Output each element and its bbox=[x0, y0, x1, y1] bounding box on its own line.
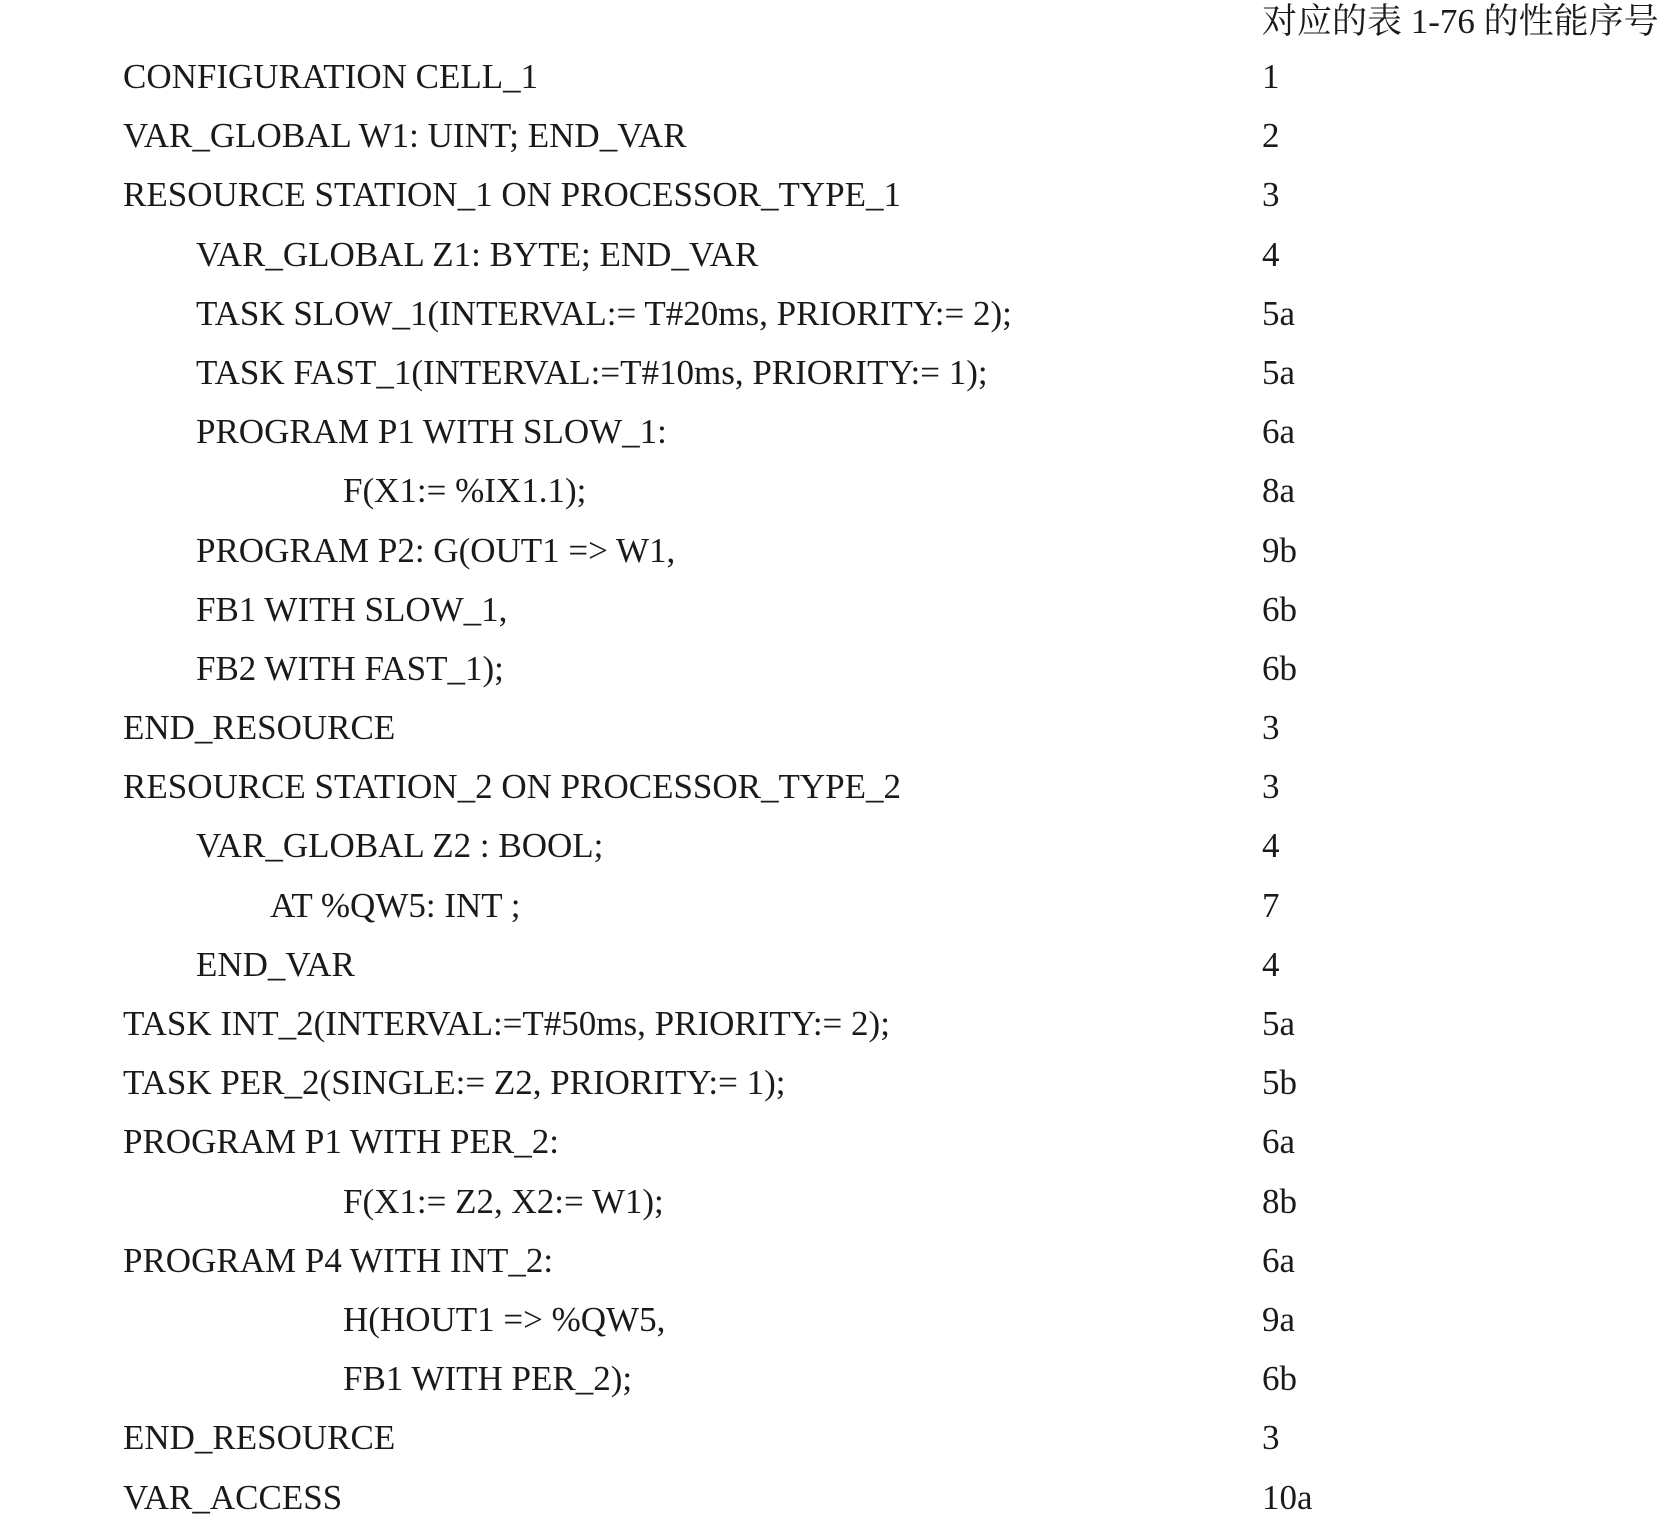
feature-number: 4 bbox=[1262, 944, 1280, 984]
code-text: FB2 WITH FAST_1); bbox=[196, 648, 504, 688]
feature-number: 6b bbox=[1262, 589, 1297, 629]
feature-number: 3 bbox=[1262, 175, 1280, 215]
code-text: TASK PER_2(SINGLE:= Z2, PRIORITY:= 1); bbox=[123, 1063, 786, 1103]
feature-number: 6b bbox=[1262, 1359, 1297, 1399]
feature-number: 8a bbox=[1262, 471, 1296, 511]
feature-number: 4 bbox=[1262, 826, 1280, 866]
code-line bbox=[0, 886, 1677, 945]
code-line bbox=[0, 353, 1677, 412]
code-text: F(X1:= Z2, X2:= W1); bbox=[343, 1181, 664, 1221]
code-text: FB1 WITH SLOW_1, bbox=[196, 589, 508, 629]
code-text: VAR_GLOBAL Z2 : BOOL; bbox=[196, 826, 604, 866]
code-line bbox=[0, 235, 1677, 294]
code-text: RESOURCE STATION_1 ON PROCESSOR_TYPE_1 bbox=[123, 175, 901, 215]
code-line bbox=[0, 294, 1677, 353]
code-text: END_RESOURCE bbox=[123, 1418, 396, 1458]
code-text: END_RESOURCE bbox=[123, 708, 396, 748]
code-line bbox=[0, 590, 1677, 649]
code-line bbox=[0, 412, 1677, 471]
feature-number: 8b bbox=[1262, 1181, 1297, 1221]
code-text: PROGRAM P2: G(OUT1 => W1, bbox=[196, 530, 676, 570]
feature-number: 5a bbox=[1262, 1004, 1296, 1043]
code-text: F(X1:= %IX1.1); bbox=[343, 471, 587, 511]
feature-number: 3 bbox=[1262, 1418, 1280, 1458]
code-text: H(HOUT1 => %QW5, bbox=[343, 1299, 666, 1339]
code-line bbox=[0, 1478, 1677, 1537]
code-text: TASK FAST_1(INTERVAL:=T#10ms, PRIORITY:= 1); bbox=[196, 352, 988, 392]
column-title: 对应的表 1-76 的性能序号 bbox=[1262, 2, 1659, 41]
code-line bbox=[0, 1300, 1677, 1359]
feature-number: 2 bbox=[1262, 116, 1280, 156]
code-text: TASK INT_2(INTERVAL:=T#50ms, PRIORITY:= 2); bbox=[123, 1004, 890, 1043]
code-line bbox=[0, 1063, 1677, 1122]
feature-number: 10a bbox=[1262, 1477, 1313, 1517]
code-text: VAR_ACCESS bbox=[123, 1477, 343, 1517]
code-text: PROGRAM P1 WITH PER_2: bbox=[123, 1122, 559, 1162]
code-text: PROGRAM P1 WITH SLOW_1: bbox=[196, 412, 667, 452]
code-line bbox=[0, 649, 1677, 708]
feature-number: 9a bbox=[1262, 1299, 1296, 1339]
feature-number: 6a bbox=[1262, 1122, 1296, 1162]
code-line bbox=[0, 1004, 1677, 1063]
feature-number: 5b bbox=[1262, 1063, 1297, 1103]
feature-number: 6a bbox=[1262, 1240, 1296, 1280]
code-line bbox=[0, 1359, 1677, 1418]
code-text: RESOURCE STATION_2 ON PROCESSOR_TYPE_2 bbox=[123, 767, 901, 807]
feature-number: 6a bbox=[1262, 412, 1296, 452]
code-text: AT %QW5: INT ; bbox=[270, 885, 521, 925]
code-text: VAR_GLOBAL Z1: BYTE; END_VAR bbox=[196, 234, 759, 274]
feature-number: 3 bbox=[1262, 767, 1280, 807]
code-text: PROGRAM P4 WITH INT_2: bbox=[123, 1240, 554, 1280]
code-line bbox=[0, 1418, 1677, 1477]
code-line bbox=[0, 175, 1677, 234]
code-line bbox=[0, 826, 1677, 885]
feature-number: 6b bbox=[1262, 648, 1297, 688]
feature-number: 5a bbox=[1262, 293, 1296, 333]
code-line bbox=[0, 471, 1677, 530]
code-line bbox=[0, 767, 1677, 826]
code-line bbox=[0, 1241, 1677, 1300]
code-line bbox=[0, 945, 1677, 1004]
code-text: TASK SLOW_1(INTERVAL:= T#20ms, PRIORITY:= 2); bbox=[196, 293, 1012, 333]
feature-number: 7 bbox=[1262, 885, 1280, 925]
feature-number: 3 bbox=[1262, 708, 1280, 748]
code-text: VAR_GLOBAL W1: UINT; END_VAR bbox=[123, 116, 687, 156]
code-text: FB1 WITH PER_2); bbox=[343, 1359, 633, 1399]
code-line bbox=[0, 1122, 1677, 1181]
code-listing bbox=[0, 57, 1677, 1537]
feature-number: 4 bbox=[1262, 234, 1280, 274]
feature-number: 5a bbox=[1262, 352, 1296, 392]
code-text: END_VAR bbox=[196, 944, 355, 984]
feature-number: 1 bbox=[1262, 57, 1280, 96]
feature-number: 9b bbox=[1262, 530, 1297, 570]
code-line bbox=[0, 708, 1677, 767]
code-line bbox=[0, 116, 1677, 175]
code-line bbox=[0, 1182, 1677, 1241]
code-text: CONFIGURATION CELL_1 bbox=[123, 57, 539, 96]
code-line bbox=[0, 57, 1677, 116]
code-line bbox=[0, 531, 1677, 590]
